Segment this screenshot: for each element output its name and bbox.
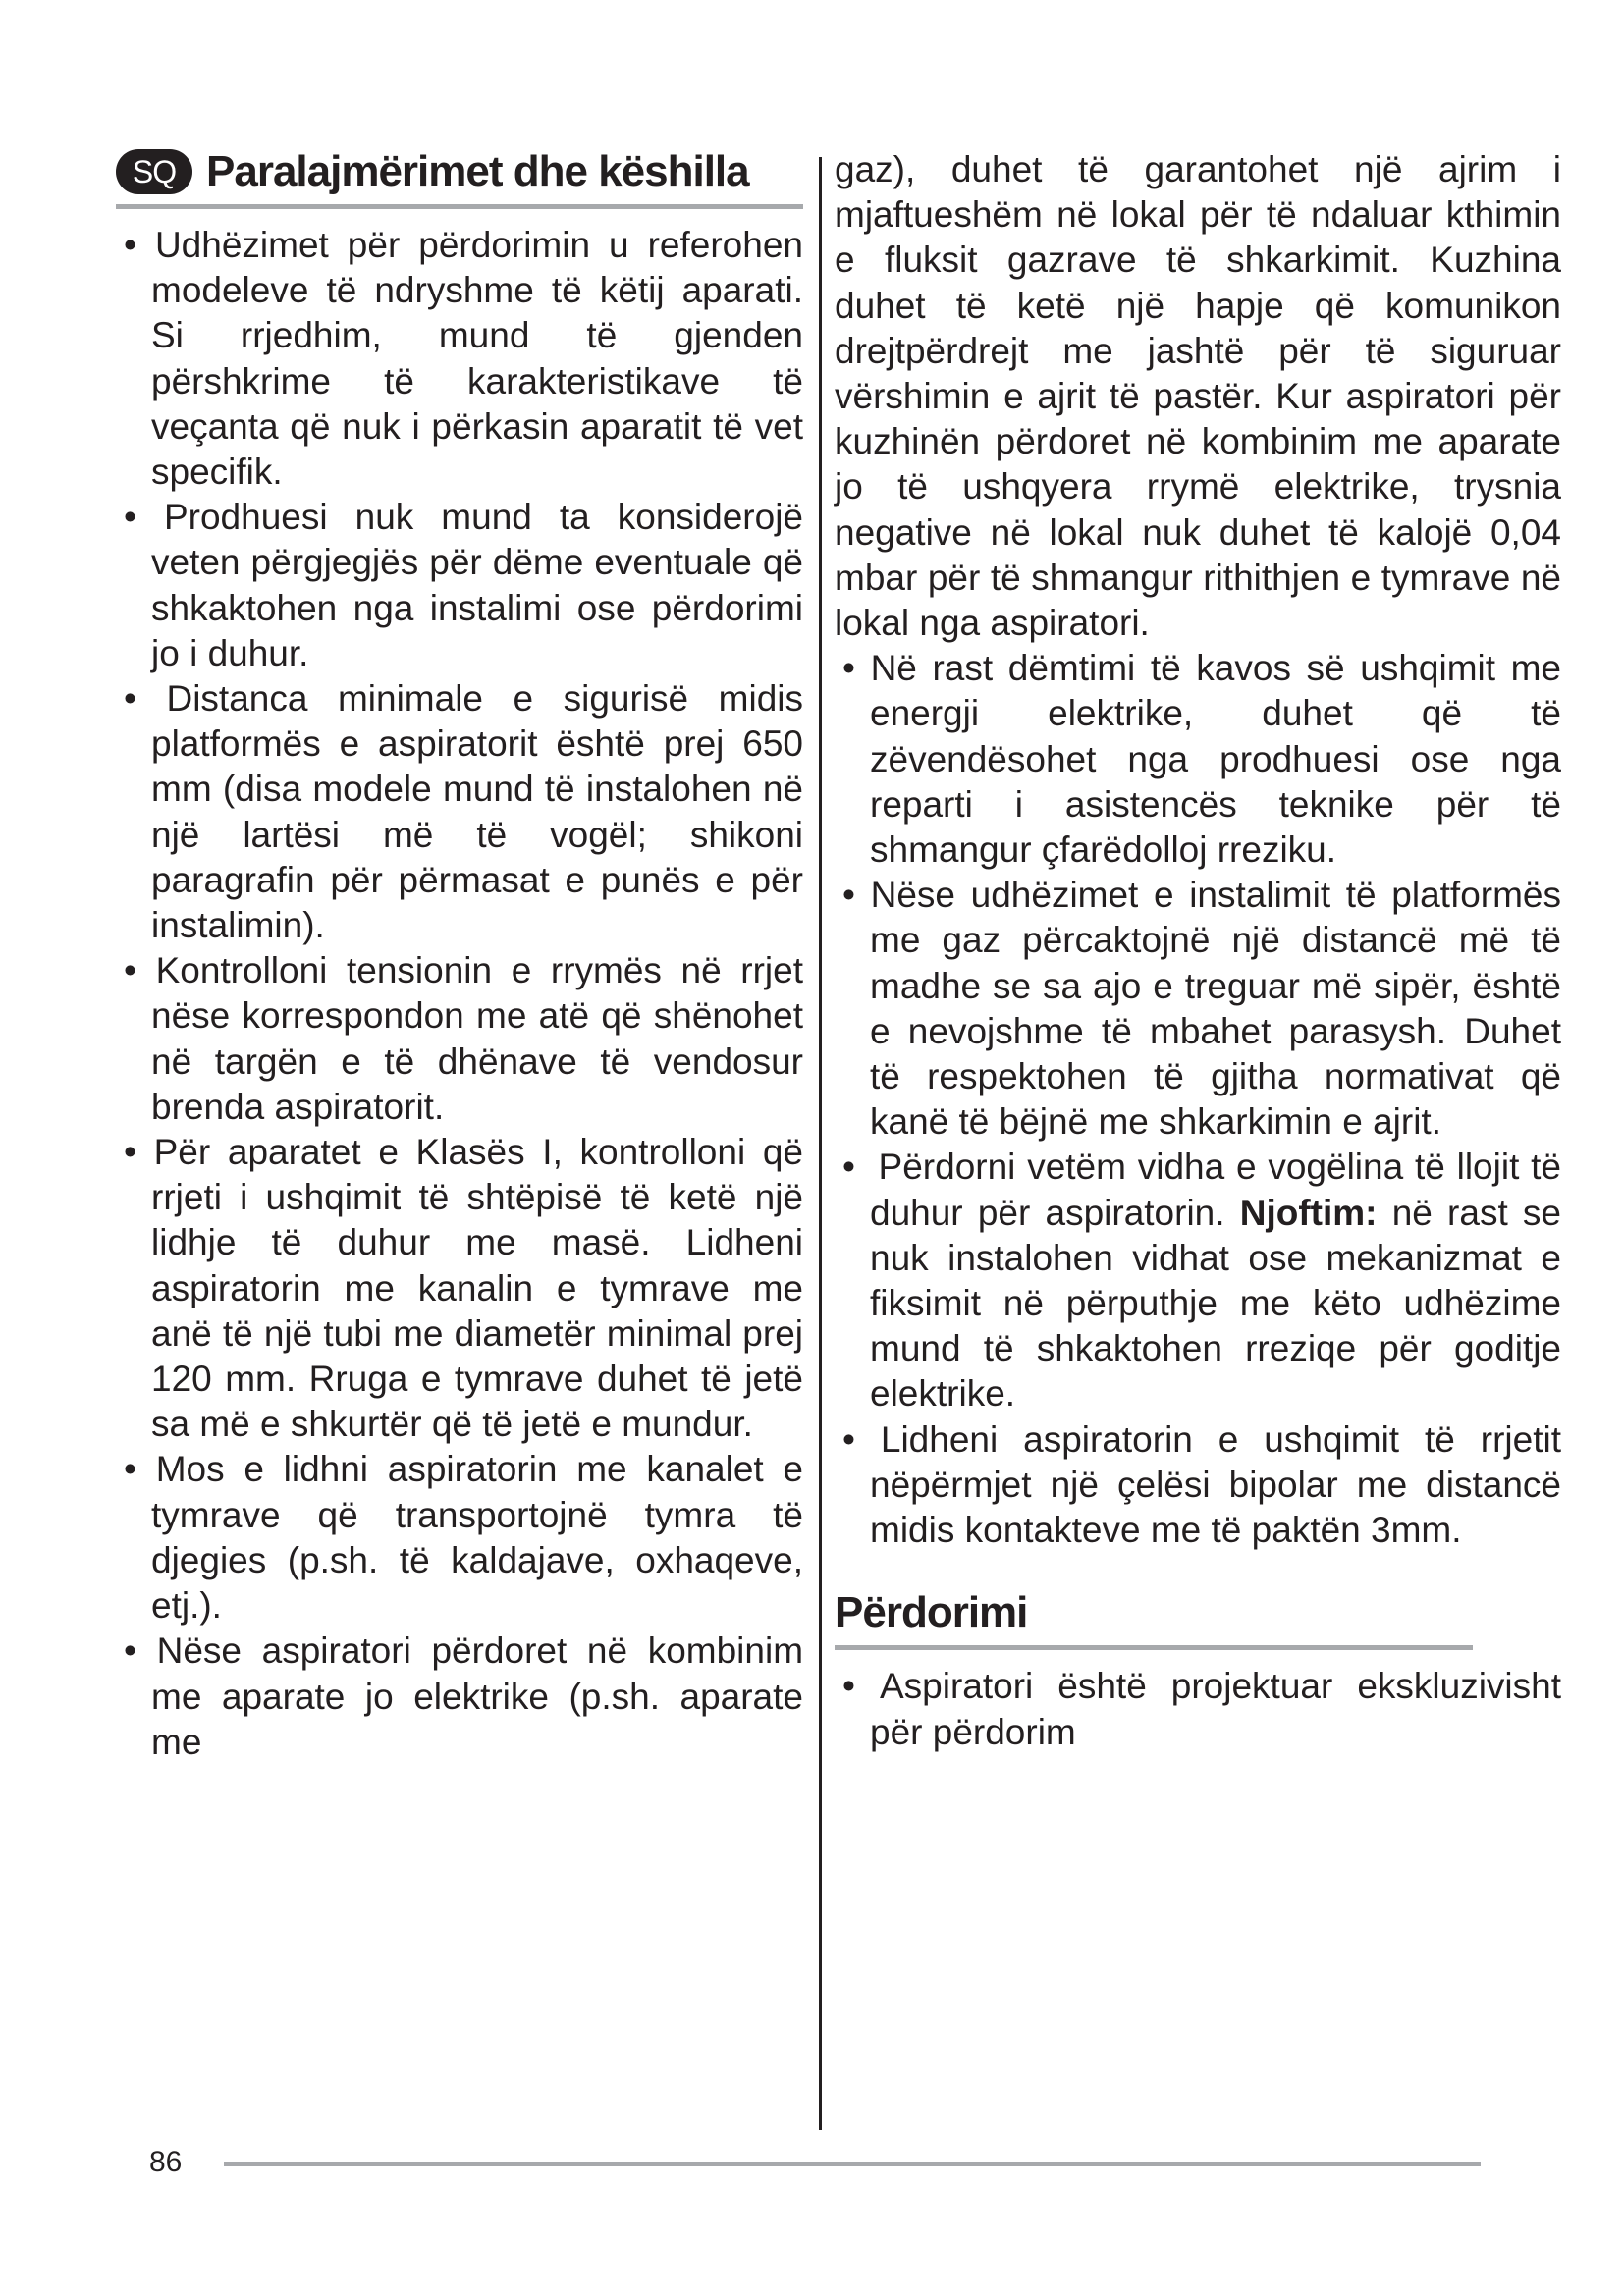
language-badge: SQ bbox=[116, 149, 192, 194]
warning-item: • Nëse udhëzimet e instalimit të platformës me gaz përcaktojnë një distancë më të madhe se sa ajo e treguar më sipër, është e nevojshme të mbahet parasysh. Duhet të respektohen të gjitha normativat që kanë të bëjnë me shkarkimin e ajrit. bbox=[835, 873, 1561, 1145]
warning-item: • Udhëzimet për përdorimin u referohen modeleve të ndryshme të këtij aparati. Si rrjedhim, mund të gjenden përshkrime të karakteristikave të veçanta që nuk i përkasin aparatit të vet specifik. bbox=[116, 223, 803, 495]
page-number: 86 bbox=[149, 2146, 183, 2178]
column-divider bbox=[819, 157, 822, 2130]
usage-header bbox=[835, 1588, 1473, 1650]
section-title: Paralajmërimet dhe këshilla bbox=[206, 147, 749, 195]
warning-item bbox=[835, 1145, 1561, 1416]
warning-item: • Kontrolloni tensionin e rrymës në rrjet nëse korrespondon me atë që shënohet në targën e të dhënave të vendosur brenda aspiratorit. bbox=[116, 948, 803, 1130]
warning-item: • Në rast dëmtimi të kavos së ushqimit me energji elektrike, duhet që të zëvendësohet nga prodhuesi ose nga reparti i asistencës teknike për të shmangur çfarëdolloj rreziku. bbox=[835, 646, 1561, 873]
usage-item: • Aspiratori është projektuar ekskluzivisht për përdorim bbox=[835, 1664, 1561, 1754]
left-column bbox=[116, 147, 803, 1765]
usage-title: Përdorimi bbox=[835, 1588, 1028, 1637]
warning-item: • Lidheni aspiratorin e ushqimit të rrjetit nëpërmjet një çelësi bipolar me distancë midis kontakteve me të paktën 3mm. bbox=[835, 1417, 1561, 1554]
screws-text: Përdorni vetëm vidha e vogëlina të llojit të duhur për aspiratorin. bbox=[870, 1147, 1561, 1233]
right-column bbox=[835, 147, 1561, 1755]
footer-rule bbox=[224, 2162, 1481, 2166]
notice-text: në rast se nuk instalohen vidhat ose mekanizmat e fiksimit në përputhje me këto udhëzime mund të shkaktohen rreziqe për goditje elektrike. bbox=[870, 1192, 1562, 1415]
section-header bbox=[116, 147, 803, 209]
notice-label: Njoftim: bbox=[1239, 1192, 1378, 1233]
warning-item: • Distanca minimale e sigurisë midis platformës e aspiratorit është prej 650 mm (disa modele mund të instalohen në një lartësi më të vogël; shikoni paragrafin për përmasat e punës e për instalimin). bbox=[116, 676, 803, 948]
warning-item: • Nëse aspiratori përdoret në kombinim me aparate jo elektrike (p.sh. aparate me bbox=[116, 1629, 803, 1765]
warning-item: • Prodhuesi nuk mund ta konsiderojë veten përgjegjës për dëme eventuale që shkaktohen nga instalimi ose përdorimi jo i duhur. bbox=[116, 495, 803, 676]
warning-item: • Mos e lidhni aspiratorin me kanalet e tymrave që transportojnë tymra të djegies (p.sh. të kaldajave, oxhaqeve, etj.). bbox=[116, 1447, 803, 1629]
continued-paragraph: gaz), duhet të garantohet një ajrim i mjaftueshëm në lokal për të ndaluar kthimin e fluksit gazrave të shkarkimit. Kuzhina duhet të ketë një hapje që komunikon drejtpërdrejt me jashtë për të siguruar vërshimin e ajrit të pastër. Kur aspiratori për kuzhinën përdoret në kombinim me aparate jo të ushqyera rrymë elektrike, trysnia negative në lokal nuk duhet të kalojë 0,04 mbar për të shmangur rithithjen e tymrave në lokal nga aspiratori. bbox=[835, 149, 1561, 644]
warning-item: • Për aparatet e Klasës I, kontrolloni që rrjeti i ushqimit të shtëpisë të ketë një lidhje të duhur me masë. Lidheni aspiratorin me kanalin e tymrave me anë të një tubi me diametër minimal prej 120 mm. Rruga e tymrave duhet të jetë sa më e shkurtër që të jetë e mundur. bbox=[116, 1130, 803, 1447]
